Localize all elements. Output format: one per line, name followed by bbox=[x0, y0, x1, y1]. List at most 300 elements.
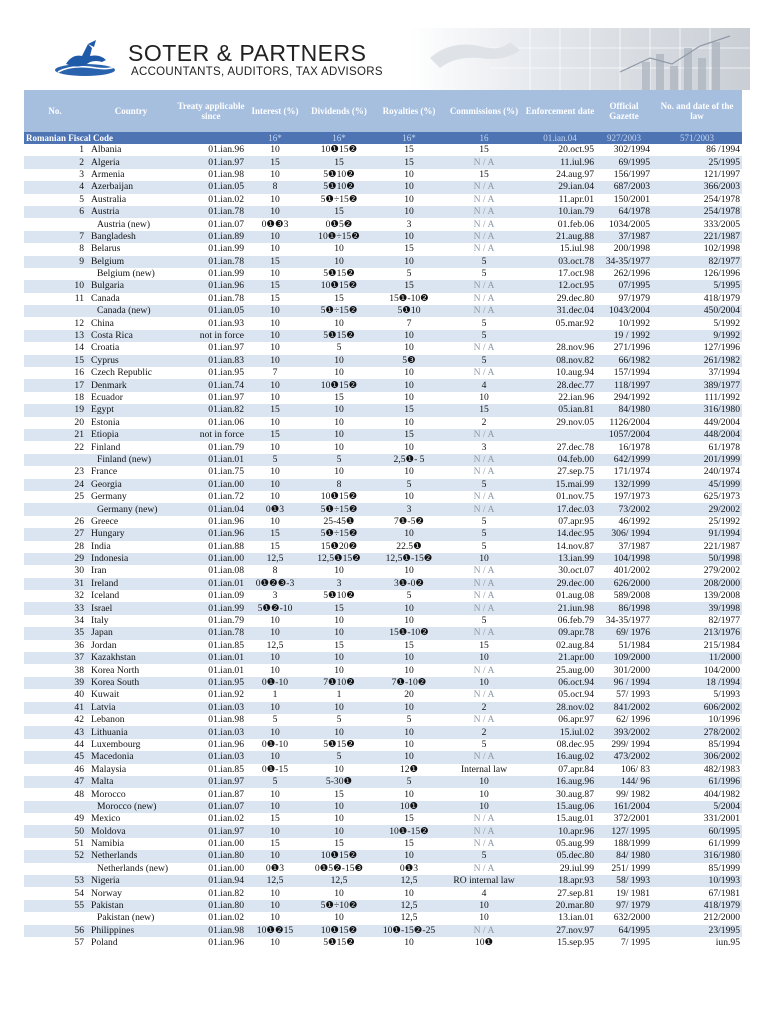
cell-country: Egypt bbox=[86, 404, 176, 416]
cell-enforcement-date: 28.dec.77 bbox=[524, 379, 596, 391]
cell-royalties: 10 bbox=[404, 565, 414, 577]
cell-treaty-since: 01.ian.72 bbox=[208, 491, 244, 503]
cell-commissions: N / A bbox=[444, 305, 524, 317]
cell-treaty-since: 01.ian.99 bbox=[208, 268, 244, 280]
cell-treaty-since: 01.ian.79 bbox=[208, 441, 244, 453]
cell-enforcement-date: 16.aug.02 bbox=[524, 751, 596, 763]
cell-enforcement-date: 15.iul.98 bbox=[559, 243, 594, 255]
cell-dividends: 15 bbox=[304, 206, 374, 218]
cell-country: Denmark bbox=[86, 379, 176, 391]
cell-royalties: 10 bbox=[374, 379, 444, 391]
cell-no: 54 bbox=[74, 887, 84, 899]
cell-country: Austria bbox=[86, 206, 176, 218]
cell-commissions: N / A bbox=[444, 925, 524, 937]
cell-no: 6 bbox=[24, 206, 86, 218]
cell-official-gazette: 19/ 1981 bbox=[616, 887, 650, 899]
cell-royalties: 15 bbox=[374, 429, 444, 441]
cell-interest: 10 bbox=[246, 825, 304, 837]
table-row bbox=[24, 479, 742, 491]
cell-country: Poland bbox=[91, 937, 118, 949]
cell-country: Lebanon bbox=[91, 714, 125, 726]
cell-interest: 10 bbox=[246, 206, 304, 218]
cell-royalties: 12,5 bbox=[374, 875, 444, 887]
cell-country: Cyprus bbox=[86, 355, 176, 367]
table-row bbox=[24, 231, 742, 243]
table-row bbox=[24, 392, 742, 404]
cell-royalties: 5 bbox=[406, 590, 412, 602]
cell-no: 19 bbox=[24, 404, 86, 416]
cell-country: Germany (new) bbox=[86, 503, 176, 515]
cell-dividends: 10 bbox=[334, 887, 344, 899]
cell-treaty-since: 01.ian.95 bbox=[208, 367, 244, 379]
cell-dividends: 5❶10❷ bbox=[323, 590, 355, 602]
cell-dividends: 0❶5❷-15❸ bbox=[314, 862, 364, 874]
table-row bbox=[24, 169, 742, 181]
cell-dividends: 5 bbox=[304, 454, 374, 466]
cell-law: 50/1998 bbox=[652, 553, 742, 565]
table-row bbox=[24, 739, 742, 751]
cell-country: France bbox=[91, 466, 118, 478]
cell-commissions: 5 bbox=[444, 479, 524, 491]
cell-commissions: N / A bbox=[444, 206, 524, 218]
table-row bbox=[24, 206, 742, 218]
table-row bbox=[24, 367, 742, 379]
cell-law: iun.95 bbox=[715, 937, 740, 949]
column-header-royalties: Royalties (%) bbox=[374, 90, 444, 132]
cell-law: 221/1987 bbox=[652, 231, 742, 243]
soter-logo-icon bbox=[52, 38, 118, 80]
table-row bbox=[24, 764, 742, 776]
company-tagline: ACCOUNTANTS, AUDITORS, TAX ADVISORS bbox=[131, 66, 383, 78]
table-row bbox=[24, 491, 742, 503]
cell-interest: 10 bbox=[270, 193, 280, 205]
cell-country: Nigeria bbox=[86, 875, 176, 887]
cell-country: Indonesia bbox=[86, 553, 176, 565]
cell-commissions: 5 bbox=[481, 515, 487, 527]
table-row bbox=[24, 602, 742, 614]
cell-country: Albania bbox=[91, 144, 122, 156]
cell-royalties: 22.5❶ bbox=[396, 540, 422, 552]
cell-official-gazette: 7/ 1995 bbox=[620, 937, 650, 949]
cell-country: Croatia bbox=[91, 342, 120, 354]
cell-law: 331/2001 bbox=[703, 813, 740, 825]
table-row bbox=[24, 912, 742, 924]
cell-law: 418/1979 bbox=[652, 900, 742, 912]
cell-treaty-since: 01.ian.96 bbox=[208, 937, 244, 949]
cell-official-gazette: 687/2003 bbox=[596, 181, 652, 193]
cell-country: Japan bbox=[86, 627, 176, 639]
cell-treaty-since: 01.ian.01 bbox=[176, 578, 246, 590]
cell-enforcement-date: 07.apr.95 bbox=[558, 515, 594, 527]
table-row bbox=[24, 429, 742, 441]
cell-royalties: 7 bbox=[406, 317, 412, 329]
table-row bbox=[24, 664, 742, 676]
cell-enforcement-date: 10.apr.96 bbox=[524, 825, 596, 837]
cell-official-gazette: 62/ 1996 bbox=[616, 714, 650, 726]
cell-treaty-since: 01.ian.00 bbox=[176, 479, 246, 491]
cell-no: 36 bbox=[74, 639, 84, 651]
cell-commissions: N / A bbox=[473, 218, 495, 230]
cell-enforcement-date: 03.oct.78 bbox=[524, 256, 596, 268]
cell-no: 55 bbox=[24, 900, 86, 912]
cell-commissions: 5 bbox=[481, 738, 487, 750]
cell-royalties: 12,5 bbox=[374, 900, 444, 912]
cell-treaty-since: 01.ian.05 bbox=[176, 181, 246, 193]
cell-official-gazette: 294/1992 bbox=[613, 392, 650, 403]
cell-country: Belgium (new) bbox=[97, 268, 155, 280]
cell-law: 39/1998 bbox=[652, 602, 742, 614]
cell-law: 121/1997 bbox=[703, 168, 740, 180]
cell-interest: 10 bbox=[246, 231, 304, 243]
cell-dividends: 10 bbox=[334, 416, 344, 428]
cell-law: 418/1979 bbox=[703, 292, 740, 304]
cell-treaty-since: 01.ian.03 bbox=[176, 751, 246, 763]
table-row bbox=[24, 466, 742, 478]
cell-no: 45 bbox=[24, 751, 86, 763]
cell-interest: 7 bbox=[272, 367, 278, 379]
cell-treaty-since: 01.ian.80 bbox=[176, 900, 246, 912]
cell-no: 52 bbox=[24, 850, 86, 862]
table-row bbox=[24, 875, 742, 887]
cell-royalties: 5 bbox=[406, 714, 412, 726]
cell-enforcement-date: 14.dec.95 bbox=[524, 528, 596, 540]
cell-dividends: 10❶15❷ bbox=[304, 280, 374, 292]
cell-royalties: 15❶-10❷ bbox=[374, 627, 444, 639]
cell-dividends: 5❶10❷ bbox=[304, 181, 374, 193]
cell-interest: 1 bbox=[272, 689, 278, 701]
cell-official-gazette: 299/ 1994 bbox=[611, 738, 650, 750]
cell-commissions: N / A bbox=[473, 862, 495, 874]
cell-country: Luxembourg bbox=[91, 738, 141, 750]
cell-treaty-since: 01.ian.96 bbox=[176, 280, 246, 292]
cell-law: 10/1993 bbox=[652, 875, 742, 887]
cell-dividends: 10 bbox=[334, 565, 344, 577]
cell-treaty-since: 01.ian.75 bbox=[208, 466, 244, 478]
cell-official-gazette: 106/ 83 bbox=[620, 763, 650, 775]
cell-commissions: 5 bbox=[481, 615, 487, 627]
cell-interest: 15 bbox=[246, 280, 304, 292]
cell-royalties: 3 bbox=[374, 503, 444, 515]
cell-no bbox=[24, 218, 86, 230]
cell-commissions: N / A bbox=[444, 156, 524, 168]
column-header-dividends: Dividends (%) bbox=[304, 90, 374, 132]
cell-official-gazette: 57/ 1993 bbox=[616, 689, 650, 701]
cell-interest: 10 bbox=[246, 726, 304, 738]
cell-commissions: N / A bbox=[444, 825, 524, 837]
cell-no: 42 bbox=[74, 714, 84, 726]
cell-royalties: 15 bbox=[374, 280, 444, 292]
cell-law: 279/2002 bbox=[703, 565, 740, 577]
code-row-enforcement-date: 01.ian.04 bbox=[524, 132, 596, 144]
cell-treaty-since: 01.ian.07 bbox=[208, 218, 244, 230]
cell-enforcement-date: 01.feb.06 bbox=[557, 218, 594, 230]
cell-dividends: 8 bbox=[304, 479, 374, 491]
cell-country: Germany bbox=[91, 491, 127, 503]
cell-no: 33 bbox=[24, 602, 86, 614]
cell-country: Italy bbox=[91, 615, 109, 627]
cell-commissions: N / A bbox=[473, 243, 495, 255]
cell-royalties: 10 bbox=[404, 615, 414, 627]
cell-no: 28 bbox=[74, 540, 84, 552]
cell-interest: 10❶❷15 bbox=[246, 925, 304, 937]
cell-enforcement-date: 30.aug.87 bbox=[556, 788, 594, 800]
cell-official-gazette: 1057/2004 bbox=[596, 429, 652, 441]
cell-treaty-since: 01.ian.78 bbox=[176, 256, 246, 268]
cell-interest: 0❶-10 bbox=[261, 738, 289, 750]
cell-interest: 10 bbox=[270, 912, 280, 924]
cell-interest: 10 bbox=[270, 416, 280, 428]
cell-treaty-since: 01.ian.99 bbox=[176, 602, 246, 614]
cell-no: 48 bbox=[74, 788, 84, 800]
cell-dividends: 5❶÷15❷ bbox=[304, 528, 374, 540]
table-row bbox=[24, 218, 742, 230]
cell-country: Pakistan (new) bbox=[97, 912, 155, 924]
table-row bbox=[24, 305, 742, 317]
cell-enforcement-date: 29.nov.05 bbox=[556, 416, 594, 428]
cell-enforcement-date: 17.oct.98 bbox=[558, 268, 594, 280]
cell-law: 306/2002 bbox=[652, 751, 742, 763]
cell-commissions: N / A bbox=[473, 193, 495, 205]
cell-law: 61/1999 bbox=[708, 838, 740, 850]
column-header-treaty-since: Treaty applicable since bbox=[176, 90, 246, 132]
cell-enforcement-date: 06.feb.79 bbox=[557, 615, 594, 627]
cell-royalties: 10❶ bbox=[374, 801, 444, 813]
cell-royalties: 15 bbox=[374, 156, 444, 168]
cell-treaty-since: not in force bbox=[176, 429, 246, 441]
cell-dividends: 5❶÷15❷ bbox=[304, 305, 374, 317]
cell-treaty-since: 01.ian.92 bbox=[208, 689, 244, 701]
code-row-royalties: 16* bbox=[374, 132, 444, 144]
cell-royalties: 10 bbox=[404, 193, 414, 205]
cell-official-gazette: 156/1997 bbox=[613, 168, 650, 180]
cell-official-gazette: 372/2001 bbox=[613, 813, 650, 825]
cell-treaty-since: 01.ian.01 bbox=[176, 454, 246, 466]
cell-commissions: N / A bbox=[473, 689, 495, 701]
cell-no: 37 bbox=[24, 652, 86, 664]
cell-no: 40 bbox=[74, 689, 84, 701]
cell-treaty-since: 01.ian.97 bbox=[176, 156, 246, 168]
cell-treaty-since: 01.ian.02 bbox=[208, 813, 244, 825]
cell-enforcement-date: 04.feb.00 bbox=[524, 454, 596, 466]
cell-interest: 15 bbox=[270, 813, 280, 825]
cell-dividends: 10 bbox=[304, 429, 374, 441]
cell-commissions: N / A bbox=[473, 466, 495, 478]
code-row-dividends: 16* bbox=[304, 132, 374, 144]
cell-enforcement-date: 24.aug.97 bbox=[556, 168, 594, 180]
table-row bbox=[24, 256, 742, 268]
cell-country: Ecuador bbox=[91, 392, 123, 403]
cell-interest: 8 bbox=[272, 565, 278, 577]
cell-official-gazette: 188/1999 bbox=[613, 838, 650, 850]
cell-enforcement-date: 29.dec.80 bbox=[556, 292, 594, 304]
romanian-fiscal-code-row bbox=[24, 132, 742, 144]
cell-enforcement-date: 13.ian.01 bbox=[558, 912, 594, 924]
cell-royalties: 10 bbox=[404, 664, 414, 676]
cell-official-gazette: 97/ 1979 bbox=[596, 900, 652, 912]
cell-official-gazette: 127/ 1995 bbox=[596, 825, 652, 837]
cell-official-gazette: 69/1995 bbox=[596, 156, 652, 168]
cell-country: China bbox=[91, 317, 114, 329]
cell-law: 316/1980 bbox=[652, 850, 742, 862]
cell-law: 18 /1994 bbox=[652, 677, 742, 689]
cell-official-gazette: 46/1992 bbox=[618, 515, 650, 527]
cell-no: 34 bbox=[74, 615, 84, 627]
cell-country: Israel bbox=[86, 602, 176, 614]
cell-enforcement-date: 15.aug.06 bbox=[524, 801, 596, 813]
cell-commissions: 5 bbox=[444, 330, 524, 342]
cell-enforcement-date: 29.ian.04 bbox=[524, 181, 596, 193]
cell-royalties: 10 bbox=[374, 256, 444, 268]
column-header-law: No. and date of the law bbox=[652, 90, 742, 132]
cell-official-gazette: 589/2008 bbox=[613, 590, 650, 602]
cell-enforcement-date: 05.aug.99 bbox=[556, 838, 594, 850]
cell-royalties: 10 bbox=[404, 788, 414, 800]
cell-enforcement-date: 16.aug.96 bbox=[524, 776, 596, 788]
cell-royalties: 12,5❶-15❷ bbox=[374, 553, 444, 565]
cell-no: 20 bbox=[74, 416, 84, 428]
table-row bbox=[24, 863, 742, 875]
cell-dividends: 10 bbox=[304, 652, 374, 664]
cell-country: Austria (new) bbox=[97, 218, 151, 230]
cell-no bbox=[24, 863, 86, 875]
cell-treaty-since: 01.ian.74 bbox=[176, 379, 246, 391]
cell-official-gazette: 132/1999 bbox=[596, 479, 652, 491]
cell-official-gazette: 626/2000 bbox=[596, 578, 652, 590]
cell-official-gazette: 1034/2005 bbox=[608, 218, 650, 230]
cell-royalties: 20 bbox=[404, 689, 414, 701]
table-row bbox=[24, 702, 742, 714]
cell-commissions: 10 bbox=[444, 801, 524, 813]
table-row bbox=[24, 330, 742, 342]
table-row bbox=[24, 925, 742, 937]
cell-interest: 3 bbox=[272, 590, 278, 602]
cell-no: 27 bbox=[24, 528, 86, 540]
cell-no: 51 bbox=[74, 838, 84, 850]
cell-country: Finland bbox=[91, 441, 121, 453]
cell-law: 278/2002 bbox=[652, 726, 742, 738]
cell-law: 61/1978 bbox=[708, 441, 740, 453]
cell-official-gazette: 197/1973 bbox=[613, 491, 650, 503]
cell-royalties: 10 bbox=[374, 850, 444, 862]
cell-no: 26 bbox=[74, 515, 84, 527]
cell-dividends: 12,5 bbox=[304, 875, 374, 887]
cell-commissions: 10 bbox=[444, 776, 524, 788]
cell-royalties: 10 bbox=[404, 367, 414, 379]
cell-royalties: 10 bbox=[404, 738, 414, 750]
cell-country: Georgia bbox=[86, 479, 176, 491]
cell-country: Greece bbox=[91, 515, 119, 527]
cell-treaty-since: 01.ian.05 bbox=[176, 305, 246, 317]
cell-law: 389/1977 bbox=[652, 379, 742, 391]
cell-official-gazette: 306/ 1994 bbox=[596, 528, 652, 540]
table-row bbox=[24, 441, 742, 453]
table-row bbox=[24, 887, 742, 899]
cell-royalties: 10 bbox=[404, 168, 414, 180]
table-row bbox=[24, 417, 742, 429]
cell-commissions: 5 bbox=[481, 317, 487, 329]
cell-commissions: 10 bbox=[444, 900, 524, 912]
cell-treaty-since: 01.ian.80 bbox=[176, 850, 246, 862]
cell-no: 47 bbox=[24, 776, 86, 788]
cell-royalties: 12❶ bbox=[399, 763, 419, 775]
cell-interest: 5 bbox=[246, 454, 304, 466]
page-header bbox=[0, 0, 768, 90]
cell-treaty-since: 01.ian.09 bbox=[208, 590, 244, 602]
cell-dividends: 10 bbox=[334, 466, 344, 478]
cell-treaty-since: 01.ian.97 bbox=[208, 342, 244, 354]
table-row bbox=[24, 813, 742, 825]
cell-no: 24 bbox=[24, 479, 86, 491]
cell-royalties: 7❶-5❷ bbox=[394, 515, 424, 527]
code-row-interest: 16* bbox=[246, 132, 304, 144]
company-name: SOTER & PARTNERS bbox=[128, 40, 367, 66]
cell-official-gazette: 393/2002 bbox=[596, 726, 652, 738]
cell-treaty-since: 01.ian.78 bbox=[176, 206, 246, 218]
cell-law: 82/1977 bbox=[652, 256, 742, 268]
table-row bbox=[24, 144, 742, 156]
cell-law: 5/1995 bbox=[652, 280, 742, 292]
cell-royalties: 15 bbox=[404, 243, 414, 255]
cell-no bbox=[24, 268, 86, 280]
cell-royalties: 5 bbox=[374, 479, 444, 491]
cell-official-gazette: 401/2002 bbox=[613, 565, 650, 577]
cell-royalties: 3 bbox=[406, 218, 412, 230]
cell-enforcement-date: 09.apr.78 bbox=[524, 627, 596, 639]
cell-official-gazette: 66/1982 bbox=[596, 355, 652, 367]
cell-commissions: RO internal law bbox=[444, 875, 524, 887]
cell-official-gazette: 632/2000 bbox=[613, 912, 650, 924]
cell-no: 25 bbox=[74, 491, 84, 503]
cell-country: Moldova bbox=[86, 825, 176, 837]
cell-treaty-since: 01.ian.87 bbox=[208, 788, 244, 800]
table-row bbox=[24, 801, 742, 813]
cell-royalties: 10 bbox=[374, 206, 444, 218]
cell-dividends: 10❶15❷ bbox=[304, 850, 374, 862]
code-row-label: Romanian Fiscal Code bbox=[24, 132, 176, 144]
cell-country: Finland (new) bbox=[86, 454, 176, 466]
cell-commissions: N / A bbox=[444, 181, 524, 193]
cell-interest: 10 bbox=[246, 305, 304, 317]
cell-official-gazette: 16/1978 bbox=[618, 441, 650, 453]
column-header-no: No. bbox=[24, 90, 86, 132]
cell-no bbox=[24, 801, 86, 813]
cell-country: Costa Rica bbox=[86, 330, 176, 342]
cell-treaty-since: 01.ian.03 bbox=[176, 726, 246, 738]
cell-commissions: N / A bbox=[444, 231, 524, 243]
cell-dividends: 10 bbox=[334, 441, 344, 453]
cell-law: 448/2004 bbox=[652, 429, 742, 441]
cell-royalties: 5❸ bbox=[374, 355, 444, 367]
cell-interest: 10 bbox=[270, 887, 280, 899]
cell-law: 85/1999 bbox=[708, 862, 740, 874]
cell-dividends: 15❶20❷ bbox=[320, 540, 358, 552]
cell-no: 38 bbox=[74, 664, 84, 676]
cell-commissions: N / A bbox=[473, 838, 495, 850]
cell-dividends: 15 bbox=[334, 639, 344, 651]
cell-no: 14 bbox=[74, 342, 84, 354]
cell-interest: 15 bbox=[246, 404, 304, 416]
table-row bbox=[24, 590, 742, 602]
cell-interest: 0❶-10 bbox=[246, 677, 304, 689]
cell-dividends: 10 bbox=[304, 404, 374, 416]
cell-official-gazette: 10/1992 bbox=[618, 317, 650, 329]
cell-interest: 0❶-15 bbox=[261, 763, 289, 775]
cell-law: 5/1993 bbox=[713, 689, 740, 701]
cell-no: 44 bbox=[74, 738, 84, 750]
cell-treaty-since: 01.ian.01 bbox=[176, 652, 246, 664]
table-row bbox=[24, 528, 742, 540]
cell-royalties: 10❶-15❷-25 bbox=[374, 925, 444, 937]
